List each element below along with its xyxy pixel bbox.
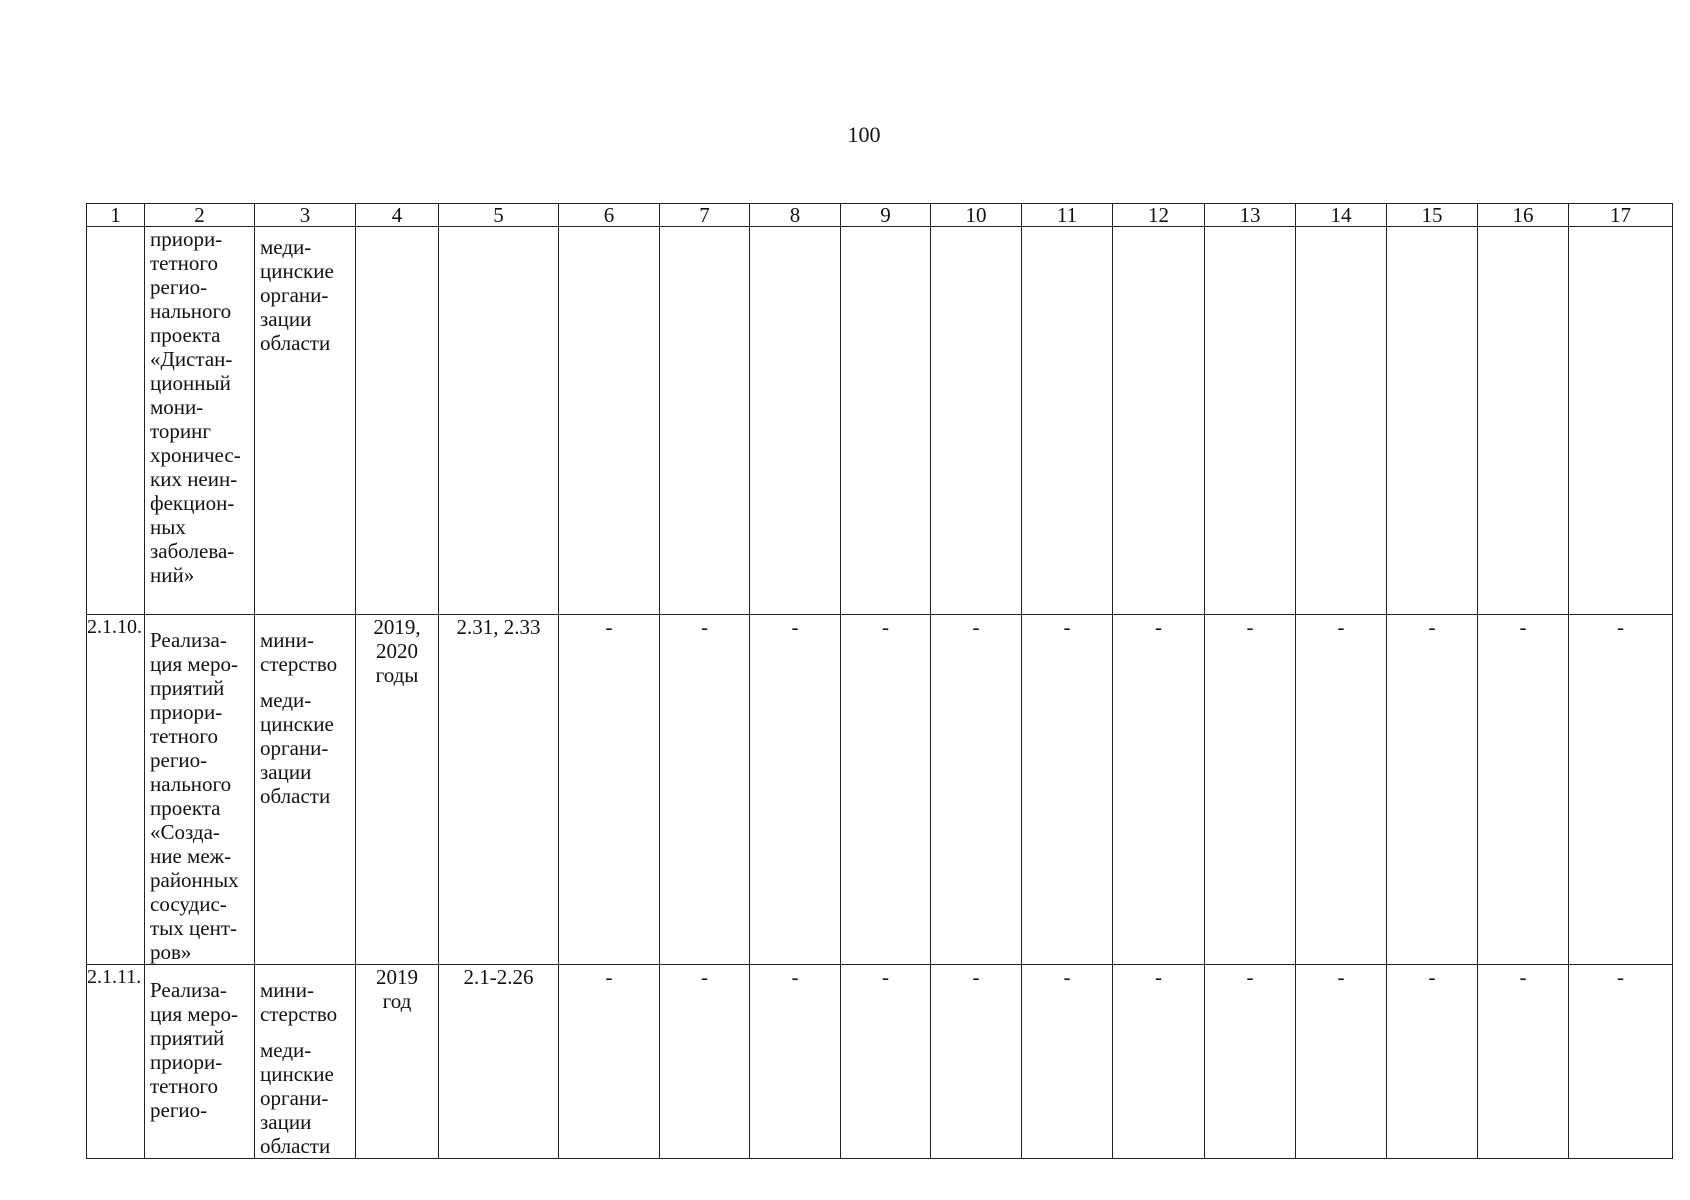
column-number-header: 10	[931, 204, 1022, 227]
measure-name-line: ние меж-	[150, 844, 232, 868]
value-cell	[1022, 227, 1113, 615]
measure-name	[145, 965, 255, 1159]
column-number-header: 17	[1569, 204, 1673, 227]
measure-name-line: ция меро-	[150, 652, 238, 676]
measure-name-line: ных	[150, 515, 186, 539]
value-cell: -	[1569, 965, 1673, 1159]
column-number-header: 5	[439, 204, 559, 227]
column-number-header: 13	[1205, 204, 1296, 227]
measure-name-line: тетного	[150, 1074, 219, 1098]
table-row	[87, 615, 1673, 965]
value-cell	[1387, 227, 1478, 615]
measure-name-line: торинг	[150, 419, 211, 443]
column-number-row	[87, 204, 1673, 227]
measure-name-line: нального	[150, 299, 232, 323]
executor-cell	[255, 227, 356, 615]
executor-line: органи-	[260, 736, 329, 760]
measure-name-line: проекта	[150, 323, 221, 347]
executor	[260, 978, 351, 1026]
executor	[260, 688, 351, 808]
program-table	[86, 203, 1673, 1159]
executor-line: стерство	[260, 652, 338, 676]
column-number-header: 1	[87, 204, 145, 227]
executor-line: цинские	[260, 712, 334, 736]
value-cell: -	[750, 615, 841, 965]
measure-name-line: «Дистан-	[150, 347, 233, 371]
executor-line: меди-	[260, 1038, 312, 1062]
measure-name-line: регио-	[150, 748, 208, 772]
value-cell	[559, 227, 660, 615]
column-number-header: 11	[1022, 204, 1113, 227]
column-number-header: 8	[750, 204, 841, 227]
executor-cell	[255, 965, 356, 1159]
executor-line: меди-	[260, 688, 312, 712]
measure-name-line: приори-	[150, 227, 223, 251]
value-cell: -	[841, 615, 931, 965]
value-cell: -	[1113, 965, 1205, 1159]
value-cell: -	[1022, 615, 1113, 965]
column-number-header: 16	[1478, 204, 1569, 227]
measure-name-line: «Созда-	[150, 820, 220, 844]
measure-name-line: районных	[150, 868, 239, 892]
value-cell: -	[931, 615, 1022, 965]
indicator-numbers: 2.31, 2.33	[439, 615, 559, 965]
measure-name-line: мони-	[150, 395, 204, 419]
column-number-header: 9	[841, 204, 931, 227]
column-number-header: 4	[356, 204, 439, 227]
executor-line: органи-	[260, 1086, 329, 1110]
period-line: год	[382, 989, 412, 1013]
measure-name-line: приори-	[150, 700, 223, 724]
table-row	[87, 965, 1673, 1159]
measure-name-line: фекцион-	[150, 491, 235, 515]
value-cell: -	[841, 965, 931, 1159]
table-row	[87, 227, 1673, 615]
measure-name-line: приятий	[150, 1026, 225, 1050]
period-cell	[356, 227, 439, 615]
measure-name-line: проекта	[150, 796, 221, 820]
column-number-header: 15	[1387, 204, 1478, 227]
period-line: 2019,	[373, 615, 421, 639]
executor-line: стерство	[260, 1002, 338, 1026]
value-cell	[1113, 227, 1205, 615]
value-cell: -	[1113, 615, 1205, 965]
executor	[260, 628, 351, 676]
measure-name-line: тетного	[150, 251, 219, 275]
value-cell	[841, 227, 931, 615]
measure-name-line: тетного	[150, 724, 219, 748]
value-cell	[750, 227, 841, 615]
value-cell: -	[1296, 965, 1387, 1159]
measure-name-line: нального	[150, 772, 232, 796]
value-cell: -	[660, 615, 750, 965]
value-cell: -	[1205, 615, 1296, 965]
value-cell: -	[559, 615, 660, 965]
executor-line: зации	[260, 760, 312, 784]
measure-name-line: Реализа-	[150, 628, 227, 652]
value-cell: -	[660, 965, 750, 1159]
executor-line: области	[260, 331, 331, 355]
measure-name-line: ция меро-	[150, 1002, 238, 1026]
column-number-header: 14	[1296, 204, 1387, 227]
column-number-header: 7	[660, 204, 750, 227]
executor-line: цинские	[260, 1062, 334, 1086]
item-number: 2.1.11.	[87, 965, 145, 1159]
period-cell	[356, 965, 439, 1159]
executor-line: области	[260, 1134, 331, 1158]
executor-line: зации	[260, 307, 312, 331]
measure-name-line: хроничес-	[150, 443, 241, 467]
measure-name-line: ний»	[150, 563, 195, 587]
value-cell	[1478, 227, 1569, 615]
value-cell: -	[1387, 965, 1478, 1159]
measure-name-line: приятий	[150, 676, 225, 700]
column-number-header: 2	[145, 204, 255, 227]
executor-line: цинские	[260, 259, 334, 283]
value-cell	[1205, 227, 1296, 615]
executor-line: органи-	[260, 283, 329, 307]
executor-line: области	[260, 784, 331, 808]
executor-line: меди-	[260, 235, 312, 259]
value-cell	[931, 227, 1022, 615]
value-cell: -	[1478, 965, 1569, 1159]
value-cell: -	[1569, 615, 1673, 965]
value-cell: -	[1022, 965, 1113, 1159]
measure-name-line: Реализа-	[150, 978, 227, 1002]
item-number: 2.1.10.	[87, 615, 145, 965]
measure-name-line: регио-	[150, 1098, 208, 1122]
executor-line: зации	[260, 1110, 312, 1134]
measure-name-line: регио-	[150, 275, 208, 299]
indicator-numbers: 2.1-2.26	[439, 965, 559, 1159]
measure-name	[145, 227, 255, 615]
value-cell: -	[750, 965, 841, 1159]
page-number: 100	[847, 122, 881, 147]
measure-name-line: приори-	[150, 1050, 223, 1074]
measure-name	[145, 615, 255, 965]
executor	[260, 1038, 351, 1158]
column-number-header: 3	[255, 204, 356, 227]
executor	[260, 235, 351, 355]
indicator-numbers	[439, 227, 559, 615]
period-cell	[356, 615, 439, 965]
measure-name-line: ров»	[150, 940, 192, 964]
value-cell: -	[1387, 615, 1478, 965]
executor-line: мини-	[260, 978, 314, 1002]
measure-name-line: заболева-	[150, 539, 235, 563]
period-line: годы	[375, 663, 419, 687]
period-line: 2020	[376, 639, 418, 663]
measure-name-line: сосудис-	[150, 892, 227, 916]
executor-cell	[255, 615, 356, 965]
column-number-header: 12	[1113, 204, 1205, 227]
measure-name-line: тых цент-	[150, 916, 238, 940]
value-cell	[1569, 227, 1673, 615]
value-cell	[1296, 227, 1387, 615]
executor-line: мини-	[260, 628, 314, 652]
value-cell	[660, 227, 750, 615]
value-cell: -	[1205, 965, 1296, 1159]
period-line: 2019	[376, 965, 418, 989]
measure-name-line: ционный	[150, 371, 231, 395]
value-cell: -	[931, 965, 1022, 1159]
value-cell: -	[1296, 615, 1387, 965]
column-number-header: 6	[559, 204, 660, 227]
value-cell: -	[1478, 615, 1569, 965]
item-number	[87, 227, 145, 615]
measure-name-line: ких неин-	[150, 467, 238, 491]
value-cell: -	[559, 965, 660, 1159]
